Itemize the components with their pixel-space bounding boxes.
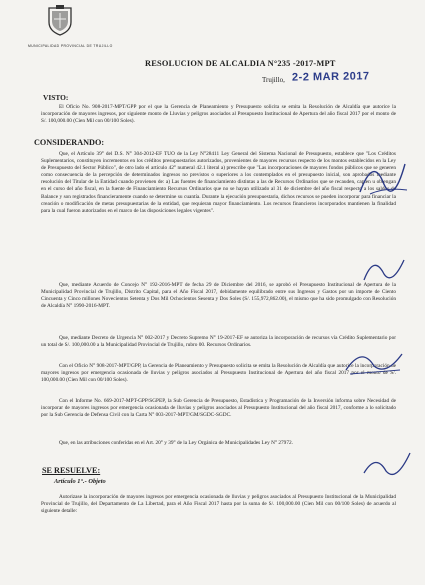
municipal-crest-logo bbox=[46, 4, 74, 36]
initials-signature-3 bbox=[340, 340, 410, 380]
date-stamp: 2-2 MAR 2017 bbox=[291, 70, 370, 84]
visto-heading: VISTO: bbox=[43, 93, 69, 102]
considerando-paragraph-6 bbox=[41, 440, 396, 447]
article-1-text: Autorizase la incorporación de mayores ingresos por emergencia ocasionada de lluvias y peligros asociados al Presupuesto Institucional de la Municipalidad Provincial de Trujillo, del Departamento de La Libertad, para el Año Fiscal 2017 hasta por la suma de S/. 100,000.00 (Cien Mil con 00/100 Soles) de acuerdo al siguiente detalle: bbox=[41, 494, 396, 515]
city-label: Trujillo, bbox=[262, 76, 285, 84]
organization-name: MUNICIPALIDAD PROVINCIAL DE TRUJILLO bbox=[28, 44, 113, 48]
resuelve-heading: SE RESUELVE: bbox=[42, 466, 101, 475]
considerando-paragraph-5 bbox=[41, 398, 396, 419]
considerando-text-5: Con el Informe No. 669-2017-MPT-GPP/SGPEP, la Sub Gerencia de Presupuesto, Estadística y Programación de la Inversión informa sobre Necesidad de incorporar de mayores ingresos por emergencia ocasionada de lluvias y peligros asociados al Presupuesto Institucional del año fiscal 2017, conforme a lo solicitado por la Sub Gerencia de Defensa Civil con la Carta N° 003-2017-MPT/GM/SGDC-SGDC. bbox=[41, 398, 396, 419]
considerando-text-2: Que, mediante Acuerdo de Concejo N° 192-2016-MPT de fecha 29 de Diciembre del 2016, se aprobó el Presupuesto Institucional de Apertura de la Municipalidad Provincial de Trujillo, Distrito Capital, para el Año Fiscal 2017, debidamente equilibrado entre sus Ingresos y Gastos por un importe de Ciento Cincuenta y Cinco millones Novecientos Setenta y Dos Mil Ochocientos Sesenta y Dos Soles (S/. 155,972,862.00), el mismo que ha sido promulgado con Resolución de Alcaldía N° 1990-2016-MPT. bbox=[41, 282, 396, 310]
visto-text: El Oficio No. 908-2017-MPT/GPP por el que la Gerencia de Planeamiento y Presupuesto solicita se emita la Resolución de Alcaldía que autorice la incorporación de mayores ingresos, por siguiente monto de Lluvias y peligros asociados al Presupuesto Institucional de Apertura del año fiscal 2017 por el monto de S/. 100,000.00 (Cien Mil con 00/100 Soles). bbox=[41, 104, 396, 125]
article-1-paragraph bbox=[41, 494, 396, 515]
article-1-heading: Artículo 1°.- Objeto bbox=[54, 478, 106, 485]
considerando-paragraph-1 bbox=[41, 151, 396, 215]
considerando-paragraph-2 bbox=[41, 282, 396, 310]
considerando-text-4: Con el Oficio N° 908-2017-MPT/GPP, la Gerencia de Planeamiento y Presupuesto solicita se emita la Resolución de Alcaldía que autorice la incorporación de mayores ingresos por emergencia ocasionada de lluvias y peligros asociados al Presupuesto Institucional de Apertura del año fiscal 2017 por el monto de S/. 100,000.00 (Cien Mil con 00/100 Soles). bbox=[41, 363, 396, 384]
initials-signature-1 bbox=[355, 152, 415, 202]
considerando-text-6: Que, en las atribuciones conferidas en el Art. 20° y 39° de la Ley Orgánica de Municipalidades Ley N° 27972. bbox=[59, 440, 293, 446]
initials-signature-4 bbox=[360, 445, 415, 485]
document-title: RESOLUCION DE ALCALDIA N°235 -2017-MPT bbox=[145, 59, 336, 68]
visto-paragraph bbox=[41, 104, 396, 125]
considerando-text-1: Que, el Artículo 39° del D.S. N° 304-2012-EF TUO de la Ley N°28411 Ley General del Sistema Nacional de Presupuesto, establece que "Los Créditos Suplementarios, constituyen incrementos en los créditos presupuestarios autorizados, provenientes de mayores recursos respecto de los montos establecidos en la Ley de Presupuesto del Sector Público", de otro lado el artículo 42° numeral 42.1 literal a) prescribe que "Las incorporaciones de mayores fondos públicos que se generen como consecuencia de la percepción de determinados ingresos no previstos o superiores a los contemplados en el presupuesto inicial, son aprobados mediante resolución del Titular de la Entidad cuando provienen de: a) Las fuentes de financiamiento distintas a las de Recursos Ordinarios que se recauden, capten u obtengan en el curso del año fiscal, en la fuente de Financiamiento Recursos Ordinarios que no se hayan utilizado al 31 de diciembre del año fiscal respecto a los saldos de Balance y son registrados financieramente cuando se determine su cuantía. Durante la ejecución presupuestaria, dichos recursos se pueden incorporar para financiar la creación o modificación de metas presupuestarias de la entidad, que requieran mayor financiamiento. Los recursos financieros incorporados mantienen la finalidad para la cual fueron autorizados en el marco de las disposiciones legales vigentes". bbox=[41, 151, 396, 214]
considerando-text-3: Que, mediante Decreto de Urgencia N° 002-2017 y Decreto Supremo N° 19-2017-EF se autoriza la incorporación de recursos vía Crédito Suplementario por un total de S/. 100,000.00 a la Municipalidad Provincial de Trujillo, rubro 00. Recursos Ordinarios. bbox=[41, 335, 396, 349]
initials-signature-2 bbox=[360, 250, 410, 290]
considerando-heading: CONSIDERANDO: bbox=[34, 138, 105, 147]
